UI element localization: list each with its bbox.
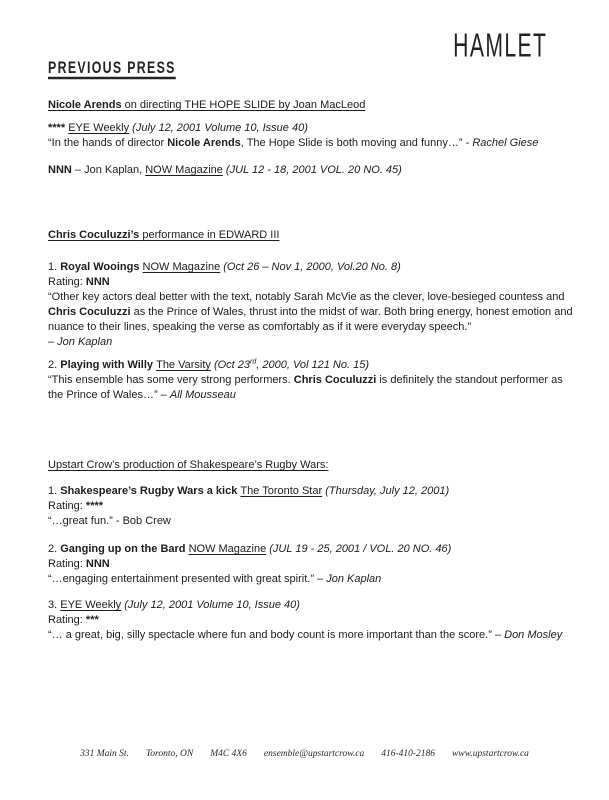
- review-quote: [48, 373, 573, 403]
- heading-text: Upstart Crow’s production of Shakespeare’s Rugby Wars:: [48, 459, 329, 471]
- rating-line: [48, 499, 573, 514]
- quote-attribution: Rachel Giese: [472, 137, 539, 149]
- publication-name: The Varsity: [156, 359, 211, 371]
- review-citation-line: [48, 358, 573, 373]
- quote-post: is definitely the standout performer as the Prince of Wales…” –: [48, 374, 563, 401]
- issue-info: (JUL 19 - 25, 2001 / VOL. 20 NO. 46): [266, 543, 452, 555]
- ordinal-superscript: rd: [250, 358, 257, 366]
- footer-website: www.upstartcrow.ca: [452, 749, 529, 759]
- actor-name: Chris Coculuzzi’s: [48, 229, 143, 241]
- hamlet-logo: HAMLET: [452, 26, 547, 64]
- rugby-item-2: [48, 542, 573, 587]
- quote-attribution: – Jon Kaplan: [48, 336, 113, 348]
- rating-label: Rating:: [48, 276, 86, 288]
- publication-name: NOW Magazine: [188, 543, 267, 555]
- nnn-rating: NNN: [85, 276, 110, 288]
- issue-info: (July 12, 2001 Volume 10, Issue 40): [129, 122, 308, 134]
- rating-label: Rating:: [48, 558, 86, 570]
- item-number: 3.: [48, 599, 61, 611]
- issue-info: (Thursday, July 12, 2001): [322, 485, 450, 497]
- review-quote: [48, 290, 573, 335]
- article-title: Shakespeare’s Rugby Wars a kick: [60, 485, 241, 497]
- review-citation-line: [48, 484, 573, 499]
- review-quote-line: [48, 136, 573, 151]
- issue-info: (JUL 12 - 18, 2001 VOL. 20 NO. 45): [222, 164, 402, 176]
- footer-postal-code: M4C 4X6: [210, 749, 247, 759]
- publication-name: NOW Magazine: [145, 164, 223, 176]
- quoted-name: Chris Coculuzzi: [293, 374, 377, 386]
- letterhead-footer: [0, 749, 609, 759]
- item-number: 1.: [48, 485, 61, 497]
- edward-item-1: [48, 260, 573, 350]
- article-title: Playing with Willy: [60, 359, 157, 371]
- now-magazine-review: [48, 163, 573, 178]
- quote-pre: “…engaging entertainment presented with great spirit.” –: [48, 573, 327, 585]
- review-citation-line: [48, 598, 573, 613]
- item-number: 2.: [48, 543, 61, 555]
- quote-post: as the Prince of Wales, thrust into the midst of war. Both bring energy, honest emotion and nuance to their lines, speaking the verse as comfortably as if it were everyday speech.”: [48, 306, 573, 333]
- footer-phone: 416-410-2186: [381, 749, 436, 759]
- publication-name: EYE Weekly: [68, 122, 130, 134]
- issue-info: (Oct 26 – Nov 1, 2000, Vol.20 No. 8): [220, 261, 401, 273]
- hope-slide-section-heading: [48, 98, 573, 113]
- quoted-name: Chris Coculuzzi: [48, 306, 131, 318]
- rugby-item-1: [48, 484, 573, 529]
- nnn-rating: NNN: [85, 558, 110, 570]
- quote-attribution: All Mousseau: [169, 389, 236, 401]
- rating-label: Rating:: [48, 500, 86, 512]
- footer-city: Toronto, ON: [145, 749, 194, 759]
- edward-iii-section-heading: [48, 228, 573, 243]
- review-citation-line: [48, 260, 573, 275]
- publication-name: EYE Weekly: [60, 599, 122, 611]
- quoted-name: Nicole Arends: [167, 137, 241, 149]
- publication-name: NOW Magazine: [142, 261, 221, 273]
- quote-attribution: Don Mosley: [504, 629, 563, 641]
- quote-post: , The Hope Slide is both moving and funny…” -: [240, 137, 473, 149]
- reviewer-name: – Jon Kaplan,: [71, 164, 146, 176]
- nnn-rating: NNN: [48, 164, 72, 176]
- issue-info: (July 12, 2001 Volume 10, Issue 40): [121, 599, 300, 611]
- edward-item-2: [48, 358, 573, 403]
- rating-label: Rating:: [48, 614, 86, 626]
- star-rating: ****: [85, 500, 104, 512]
- rating-line: [48, 275, 573, 290]
- quote-pre: “This ensemble has some very strong performers.: [48, 374, 294, 386]
- star-rating: ****: [48, 122, 69, 134]
- quote-attribution: Jon Kaplan: [326, 573, 382, 585]
- heading-rest: on directing THE HOPE SLIDE by Joan MacLeod: [124, 99, 366, 111]
- item-number: 2.: [48, 359, 61, 371]
- quote-pre: “Other key actors deal better with the text, notably Sarah McVie as the clever, love-besieged countess and: [48, 291, 565, 303]
- review-quote: [48, 572, 573, 587]
- article-title: Ganging up on the Bard: [60, 543, 189, 555]
- director-name: Nicole Arends: [48, 99, 125, 111]
- issue-info: (Oct 23rd, 2000, Vol 121 No. 15): [210, 358, 369, 371]
- article-title: Royal Wooings: [60, 261, 143, 273]
- item-number: 1.: [48, 261, 61, 273]
- heading-rest: performance in EDWARD III: [142, 229, 280, 241]
- rugby-item-3: [48, 598, 573, 643]
- quote-pre: “In the hands of director: [48, 137, 168, 149]
- rating-line: [48, 613, 573, 628]
- quote-pre: “… a great, big, silly spectacle where fun and body count is more important than the score.” –: [48, 629, 505, 641]
- review-citation-line: [48, 542, 573, 557]
- star-rating: ***: [85, 614, 99, 626]
- review-quote: “…great fun.” - Bob Crew: [48, 515, 171, 527]
- previous-press-heading: PREVIOUS PRESS: [48, 58, 176, 77]
- rugby-wars-section-heading: [48, 458, 573, 473]
- eye-weekly-review: [48, 121, 573, 151]
- review-quote: [48, 628, 573, 643]
- review-citation-line: [48, 121, 573, 136]
- footer-address: 331 Main St.: [80, 749, 129, 759]
- rating-line: [48, 557, 573, 572]
- footer-email: ensemble@upstartcrow.ca: [263, 749, 365, 759]
- publication-name: The Toronto Star: [240, 485, 323, 497]
